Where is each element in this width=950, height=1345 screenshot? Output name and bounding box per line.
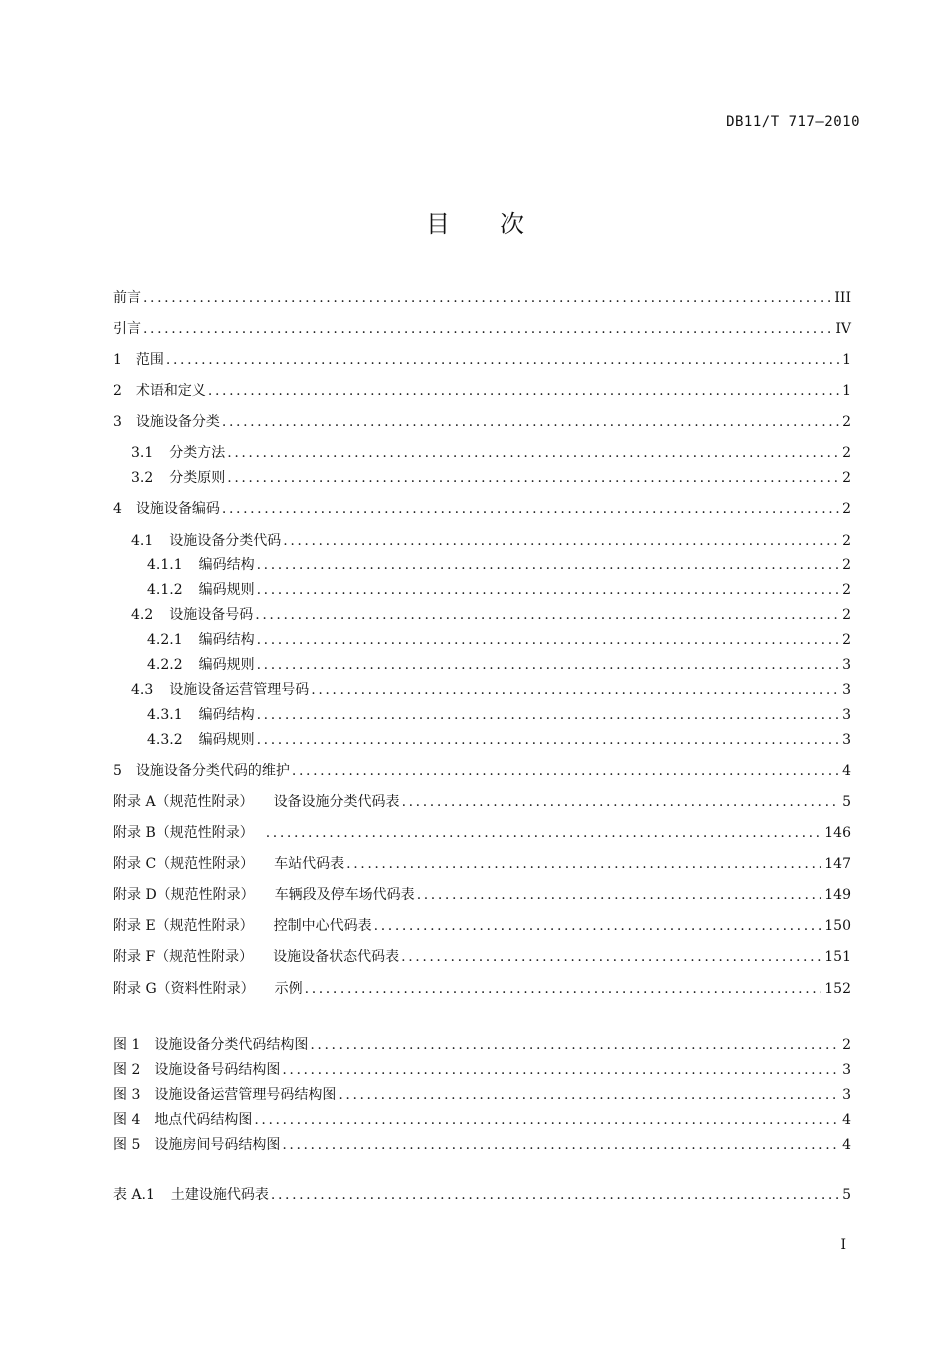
- page-title: [0, 204, 950, 239]
- toc-page: 152: [824, 981, 851, 997]
- toc-page: 2: [842, 414, 851, 430]
- standard-code: DB11/T 717—2010: [726, 114, 860, 130]
- toc-page: 3: [842, 1087, 851, 1103]
- toc-entry-4-1-1[interactable]: 4.1.1 编码结构 ..... 2: [113, 555, 851, 575]
- toc-page: 147: [824, 856, 851, 872]
- toc-entry-2[interactable]: 2 术语和定义 ..... 1: [113, 381, 851, 401]
- toc-page: 4: [842, 1137, 851, 1153]
- toc-entry-figure-4[interactable]: 图 4 地点代码结构图 ..... 4: [113, 1110, 851, 1130]
- toc-page: 2: [842, 582, 851, 598]
- toc-entry-3[interactable]: 3 设施设备分类 ..... 2: [113, 412, 851, 432]
- toc-entry-figure-2[interactable]: 图 2 设施设备号码结构图 ..... 3: [113, 1060, 851, 1080]
- toc-page: 2: [842, 445, 851, 461]
- toc-entry-4-1-2[interactable]: 4.1.2 编码规则 ..... 2: [113, 580, 851, 600]
- toc-entry-4-2[interactable]: 4.2 设施设备号码 ..... 2: [113, 605, 851, 625]
- toc-page: 4: [842, 763, 851, 779]
- toc-page: 2: [842, 1037, 851, 1053]
- title-char-2: 次: [500, 210, 524, 238]
- toc-entry-introduction[interactable]: 引言 ..... IV: [113, 319, 851, 339]
- toc-page: 2: [842, 607, 851, 623]
- toc-entry-3-1[interactable]: 3.1 分类方法 ..... 2: [113, 443, 851, 463]
- toc-page: 146: [824, 825, 851, 841]
- toc-entry-4[interactable]: 4 设施设备编码 ..... 2: [113, 499, 851, 519]
- toc-page: 2: [842, 557, 851, 573]
- toc-page: 151: [824, 949, 851, 965]
- toc-entry-appendix-d[interactable]: 附录 D（规范性附录） 车辆段及停车场代码表 ..... 149: [113, 885, 851, 905]
- toc-page: 2: [842, 533, 851, 549]
- toc-page: 3: [842, 657, 851, 673]
- toc-entry-appendix-g[interactable]: 附录 G（资料性附录） 示例 ..... 152: [113, 979, 851, 999]
- toc-entry-4-3-2[interactable]: 4.3.2 编码规则 ..... 3: [113, 730, 851, 750]
- toc-entry-figure-3[interactable]: 图 3 设施设备运营管理号码结构图 ..... 3: [113, 1085, 851, 1105]
- toc-entry-1[interactable]: 1 范围 ..... 1: [113, 350, 851, 370]
- toc-entry-appendix-b[interactable]: 附录 B（规范性附录） ..... 146: [113, 823, 851, 843]
- toc-page: IV: [835, 321, 851, 337]
- toc-page: 1: [842, 352, 851, 368]
- toc-entry-4-3-1[interactable]: 4.3.1 编码结构 ..... 3: [113, 705, 851, 725]
- toc-entry-appendix-f[interactable]: 附录 F（规范性附录） 设施设备状态代码表 ..... 151: [113, 947, 851, 967]
- toc-entry-4-2-2[interactable]: 4.2.2 编码规则 ..... 3: [113, 655, 851, 675]
- toc-page: 5: [842, 1187, 851, 1203]
- toc-entry-4-3[interactable]: 4.3 设施设备运营管理号码 ..... 3: [113, 680, 851, 700]
- toc-page: 3: [842, 707, 851, 723]
- toc-page: 2: [842, 632, 851, 648]
- toc-entry-appendix-a[interactable]: 附录 A（规范性附录） 设备设施分类代码表 ..... 5: [113, 792, 851, 812]
- toc-page: 1: [842, 383, 851, 399]
- page-number: I: [840, 1237, 846, 1253]
- toc-page: 5: [842, 794, 851, 810]
- toc-entry-appendix-c[interactable]: 附录 C（规范性附录） 车站代码表 ..... 147: [113, 854, 851, 874]
- toc-entry-figure-1[interactable]: 图 1 设施设备分类代码结构图 ..... 2: [113, 1035, 851, 1055]
- toc-page: 2: [842, 470, 851, 486]
- title-char-1: 目: [426, 210, 450, 238]
- toc-page: III: [834, 290, 851, 306]
- toc-entry-4-2-1[interactable]: 4.2.1 编码结构 ..... 2: [113, 630, 851, 650]
- toc-page: 4: [842, 1112, 851, 1128]
- toc-entry-4-1[interactable]: 4.1 设施设备分类代码 ..... 2: [113, 531, 851, 551]
- toc-page: 3: [842, 732, 851, 748]
- toc-entry-foreword[interactable]: 前言 ..... III: [113, 288, 851, 308]
- toc-entry-3-2[interactable]: 3.2 分类原则 ..... 2: [113, 468, 851, 488]
- toc-page: 3: [842, 682, 851, 698]
- toc-page: 150: [824, 918, 851, 934]
- toc-entry-5[interactable]: 5 设施设备分类代码的维护 ..... 4: [113, 761, 851, 781]
- toc-page: 2: [842, 501, 851, 517]
- toc-entry-table-a1[interactable]: 表 A.1 土建设施代码表 ..... 5: [113, 1185, 851, 1205]
- toc-page: 149: [824, 887, 851, 903]
- toc-entry-figure-5[interactable]: 图 5 设施房间号码结构图 ..... 4: [113, 1135, 851, 1155]
- toc-page: 3: [842, 1062, 851, 1078]
- toc-entry-appendix-e[interactable]: 附录 E（规范性附录） 控制中心代码表 ..... 150: [113, 916, 851, 936]
